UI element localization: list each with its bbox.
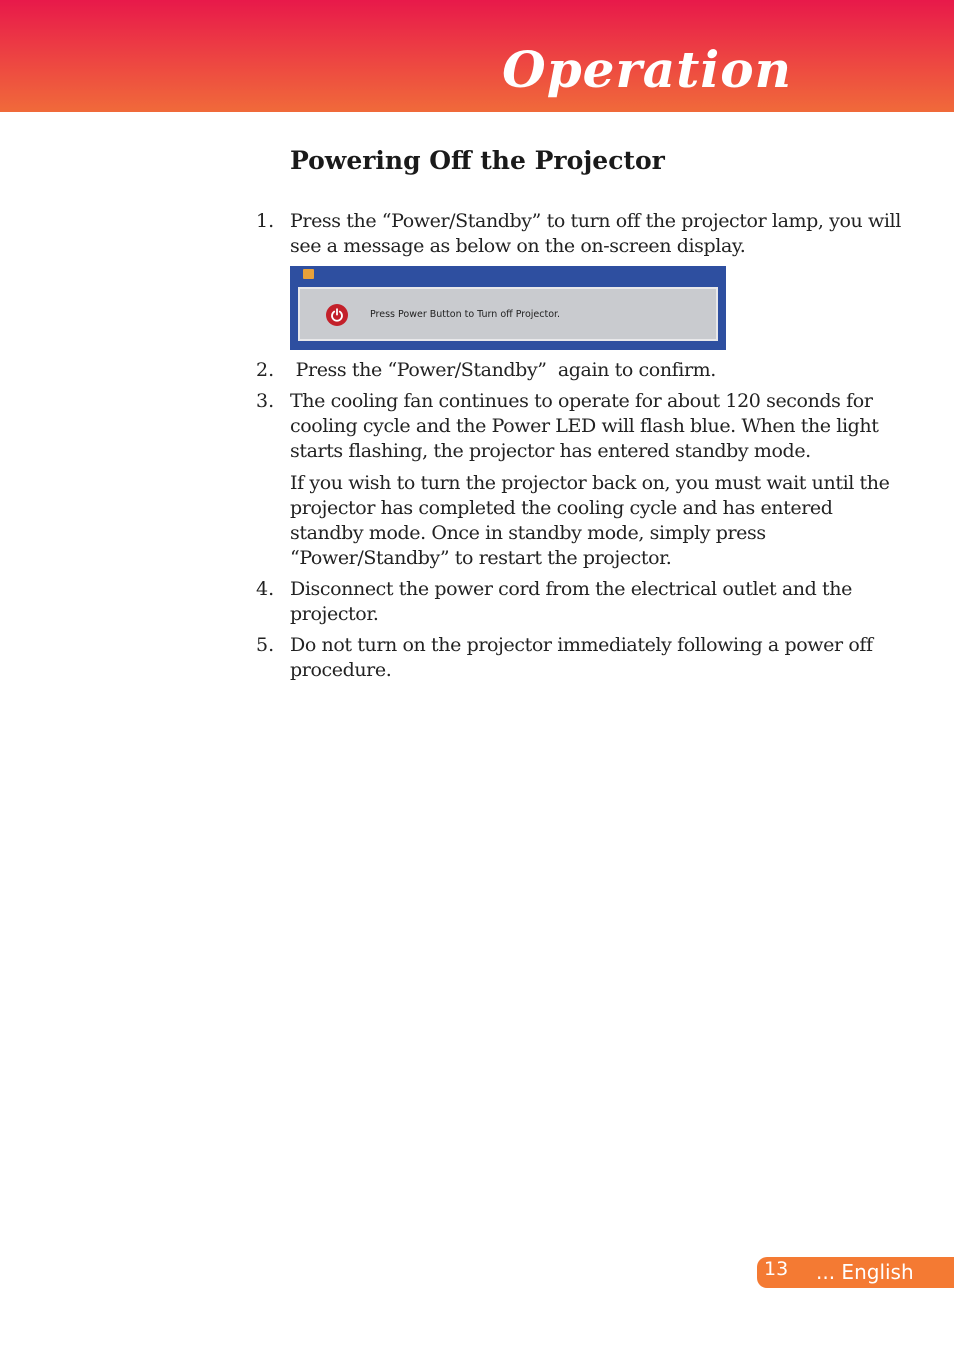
page-title: Operation [502, 40, 792, 99]
step-number: 3. [256, 390, 275, 412]
step-text: The cooling fan continues to operate for about 120 seconds for cooling cycle and the Power LED will flash blue. When the light starts flashing, the projector has entered standby mode. [290, 390, 879, 462]
step-number: 1. [256, 210, 275, 232]
step-number: 2. [256, 359, 275, 381]
step-note: If you wish to turn the projector back on, you must wait until the projector has completed the cooling cycle and has entered standby mode. Once in standby mode, simply press “Power/Standby” to restart the projector. [290, 472, 890, 569]
list-item [256, 577, 906, 627]
step-text: Do not turn on the projector immediately following a power off procedure. [290, 634, 873, 681]
list-item [256, 209, 906, 350]
list-item [256, 358, 906, 383]
step-number: 4. [256, 578, 275, 600]
list-item [256, 633, 906, 683]
projector-icon [303, 269, 314, 279]
list-item [256, 389, 906, 571]
header-banner [0, 0, 954, 112]
step-text: Press the “Power/Standby” to turn off the projector lamp, you will see a message as below on the on-screen display. [290, 210, 901, 257]
section-title: Powering Off the Projector [290, 146, 665, 175]
step-text: Press the “Power/Standby” again to confirm. [290, 359, 716, 381]
page-number: 13 [764, 1258, 789, 1280]
step-number: 5. [256, 634, 275, 656]
steps-list [256, 209, 906, 689]
osd-message: Press Power Button to Turn off Projector. [370, 309, 561, 320]
step-text: Disconnect the power cord from the electrical outlet and the projector. [290, 578, 852, 625]
power-icon [326, 304, 348, 326]
osd-screenshot [290, 266, 726, 350]
osd-message-panel [298, 287, 718, 341]
footer-language: ... English [816, 1260, 914, 1284]
